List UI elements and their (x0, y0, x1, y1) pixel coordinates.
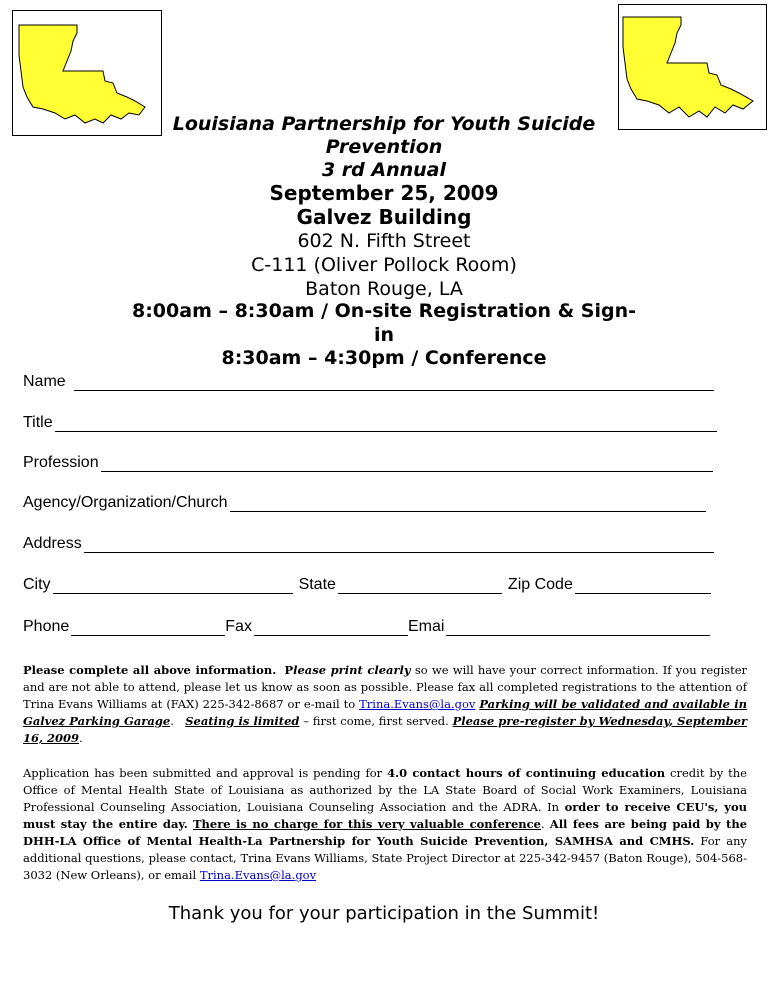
city-label: City (23, 576, 51, 593)
print-clearly: lease print clearly (293, 663, 411, 677)
louisiana-map-icon (619, 5, 766, 129)
event-street: 602 N. Fifth Street (297, 230, 471, 252)
seating-text: – first come, first served. (299, 714, 453, 728)
name-line[interactable] (74, 374, 714, 391)
city-state-zip-field[interactable] (23, 576, 711, 594)
event-date: September 25, 2009 (269, 181, 499, 205)
seating-note: Seating is limited (185, 714, 300, 728)
address-label: Address (23, 535, 82, 552)
phone-line[interactable] (71, 619, 225, 636)
registration-time-line2: in (373, 324, 395, 346)
ceu-text3: For any additional questions, please contact, Trina Evans Williams, State Project Director at 225-342-9457 (Baton Rouge), 504-568-3032 (New Orleans), or email (23, 834, 747, 882)
zip-label: Zip Code (507, 576, 573, 593)
parking-note: Parking will be validated and available in Galvez Parking Garage (23, 697, 747, 728)
ceu-requirement: order to receive CEU's, you must stay the entire day. (23, 800, 747, 831)
agency-field[interactable] (23, 494, 706, 512)
address-line[interactable] (84, 536, 714, 553)
name-field[interactable] (23, 373, 714, 391)
phone-label: Phone (23, 618, 70, 635)
ceu-paragraph: Application has been submitted and approval is pending for 4.0 contact hours of continuing education credit by the Office of Mental Health State of Louisiana as authorized by the LA State Board of Social Work Examiners, Louisiana Professional Counseling Association, Louisiana Counseling Association and the ADRA. In order to receive CEU's, you must stay the entire day. There is no charge for this very valuable conference. All fees are being paid by the DHH-LA Office of Mental Health-La Partnership for Youth Suicide Prevention, SAMHSA and CMHS. For any additional questions, please contact, Trina Evans Williams, State Project Director at 225-342-9457 (Baton Rouge), 504-568-3032 (New Orleans), or email Trina.Evans@la.gov (23, 766, 748, 882)
title-line[interactable] (55, 415, 717, 432)
preregister-note: Please pre-register by Wednesday, September 16, 2009 (23, 714, 748, 745)
title-field[interactable] (23, 414, 717, 432)
ceu-text1: Application has been submitted and approval is pending for (23, 766, 388, 780)
instructions-bold: Please complete all above information. (23, 663, 277, 677)
event-edition: 3 rd Annual (321, 159, 447, 181)
event-room: C-111 (Oliver Pollock Room) (251, 254, 517, 276)
state-line[interactable] (338, 577, 502, 594)
fax-label: Fax (225, 618, 252, 635)
event-city: Baton Rouge, LA (305, 278, 463, 300)
instructions-paragraph: Please complete all above information. Please print clearly so we will have your correct information. If you register and are not able to attend, please let us know as soon as possible. Please fax all completed registrations to the attention of Trina Evans Williams at (FAX) 225-342-8687 or e-mail to Trina.Evans@la.gov Parking will be validated and available in Galvez Parking Garage. Seating is limited – first come, first served. Please pre-register by Wednesday, September 16, 2009. (23, 663, 748, 745)
email-link-2[interactable]: Trina.Evans@la.gov (199, 868, 317, 882)
print-prefix: P (284, 663, 294, 677)
profession-field[interactable] (23, 454, 713, 472)
fax-line[interactable] (254, 619, 408, 636)
no-charge-note: There is no charge for this very valuable conference (192, 817, 541, 831)
name-label: Name (23, 373, 66, 390)
address-field[interactable] (23, 535, 714, 553)
thank-you-message: Thank you for your participation in the Summit! (168, 903, 600, 924)
agency-label: Agency/Organization/Church (23, 494, 228, 511)
profession-label: Profession (23, 454, 99, 471)
city-line[interactable] (53, 577, 293, 594)
conference-time: 8:30am – 4:30pm / Conference (221, 347, 547, 369)
email-link-1[interactable]: Trina.Evans@la.gov (359, 697, 476, 711)
louisiana-map-logo-right (618, 4, 767, 130)
zip-line[interactable] (575, 577, 711, 594)
agency-line[interactable] (230, 495, 706, 512)
email-line[interactable] (446, 619, 710, 636)
contact-hours: 4.0 contact hours of continuing education (387, 766, 666, 780)
title-label: Title (23, 414, 53, 431)
event-title-line2: Prevention (325, 136, 443, 158)
fees-note: All fees are being paid by the DHH-LA Office of Mental Health-La Partnership for Youth Suicide Prevention, SAMHSA and CMHS. (23, 817, 748, 848)
ceu-text2: credit by the Office of Mental Health State of Louisiana as authorized by the LA State Board of Social Work Examiners, Louisiana Professional Counseling Association, Louisiana Counseling Association and the ADRA. In (23, 766, 747, 814)
profession-line[interactable] (101, 455, 713, 472)
instructions-text: so we will have your correct information. If you register and are not able to attend, please let us know as soon as possible. Please fax all completed registrations to the attention of Trina Evans Williams at (FAX) 225-342-8687 or e-mail to (23, 663, 748, 711)
event-building: Galvez Building (296, 205, 472, 229)
phone-fax-email-field[interactable] (23, 618, 710, 636)
state-label: State (298, 576, 336, 593)
event-title-line1: Louisiana Partnership for Youth Suicide (172, 113, 596, 135)
email-label: Emai (407, 618, 445, 635)
registration-time-line1: 8:00am – 8:30am / On-site Registration & Sign- (131, 300, 637, 322)
